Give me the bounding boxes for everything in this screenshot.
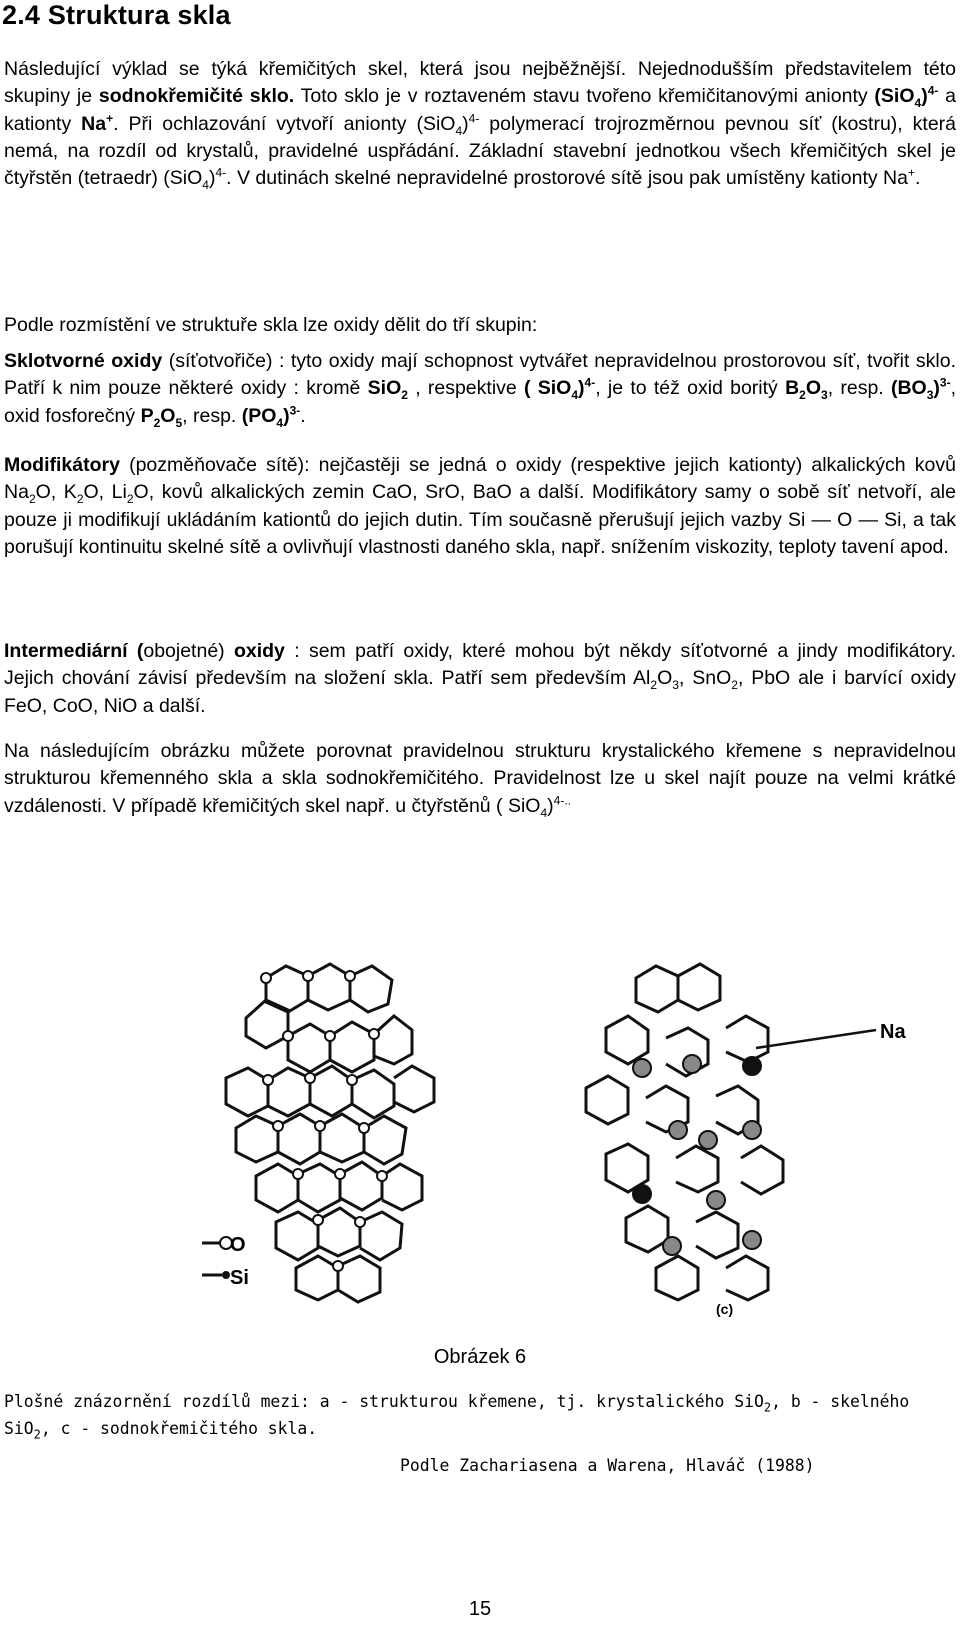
network-sio2-glass: [226, 964, 434, 1302]
figure-glass-structure: [196, 918, 936, 1320]
formula-bo3: $(BO_3)^{3-}$: [890, 375, 951, 403]
formula-na: Na+: [81, 111, 114, 135]
na-label: Na: [880, 1021, 906, 1043]
paragraph-intro: Následující výklad se týká křemičitých skel, která jsou nejběžnější. Nejednodušším představitelem této skupiny je sodnokřemičité sklo. Toto sklo je v roztaveném stavu tvořeno křemičitanovými anionty $(SiO_4)^{4-}$ a kationty Na+. Při ochlazování vytvoří anionty $(SiO_4)^{4-}$ polymerací trojrozměrnou pevnou síť (kostru), která nemá, na rozdíl od krystalů, pravidelné uspřádání. Základní stavební jednotkou všech křemičitých skel je čtyřstěn (tetraedr) $(SiO_4)^{4-}$. V dutinách skelné nepravidelné prostorové sítě jsou pak umístěny kationty Na+.: [4, 58, 957, 193]
section-heading: 2.4 Struktura skla: [2, 0, 231, 30]
network-sio2-glass-atoms: [261, 971, 387, 1271]
legend-si-label: Si: [230, 1267, 249, 1289]
paragraph-network-formers: Sklotvorné oxidy (síťotvořiče) : tyto oxidy mají schopnost vytvářet nepravidelnou prostorovou síť, tvořit sklo. Patří k nim pouze některé oxidy : kromě SiO$_2$ , respektive ( SiO$_4$)$^{4-}$, je to též oxid boritý $B_2O_3$, resp. $(BO_3)^{3-}$, oxid fosforečný $P_2O_5$, resp. $(PO_4)^{3-}$.: [4, 350, 957, 430]
text: Následující výklad se týká křemičitých skel, která jsou nejběžnější. Nejednodušším představitelem této skupiny je: [4, 58, 956, 108]
legend-si-symbol: [222, 1271, 230, 1279]
formula-sio4: ( SiO$_4$)$^{4-}$: [524, 375, 596, 403]
figure-caption: Plošné znázornění rozdílů mezi: a - strukturou křemene, tj. krystalického SiO$_2$, b - skelného SiO$_2$, c - sodnokřemičitého skla.: [4, 1392, 910, 1442]
text: Toto sklo je v roztaveném stavu tvořeno křemičitanovými anionty: [294, 85, 875, 108]
text: polymerací trojrozměrnou pevnou síť (kostru), která nemá, na rozdíl od krystalů, pravidelné uspřádání. Základní stavební jednotkou všech křemičitých skel je čtyřstěn (tetraedr) (SiO: [4, 112, 957, 190]
paragraph-figure-intro: Na následujícím obrázku můžete porovnat pravidelnou strukturu krystalického křemene s nepravidelnou strukturou křemenného skla a skla sodnokřemičitého. Pravidelnost lze u skel najít pouze na velmi krátké vzdálenosti. V případě křemičitých skel např. u čtyřstěnů ( SiO$_4$)$^{4-..}$: [4, 740, 956, 820]
term-intermediates: Intermediární (: [4, 640, 144, 662]
formula-po4: $(PO_4)^{3-}$: [241, 403, 301, 430]
text-bold: sodnokřemičité sklo.: [98, 85, 295, 108]
text: . V dutinách skelné nepravidelné prostorové sítě jsou pak umístěny kationty Na: [226, 167, 908, 190]
paragraph-groups-intro: Podle rozmístění ve struktuře skla lze oxidy dělit do tří skupin:: [4, 314, 538, 336]
text: . Při ochlazování vytvoří anionty (SiO: [113, 112, 456, 135]
paragraph-intermediates: Intermediární (obojetné) oxidy : sem patří oxidy, které mohou být někdy síťotvorné a jindy modifikátory. Jejich chování závisí především na složení skla. Patří sem především $Al_2O_3$, SnO$_2$, PbO ale i barvící oxidy FeO, CoO, NiO a další.: [4, 640, 957, 717]
formula-sio2: SiO$_2$: [367, 377, 408, 403]
formula-p2o5: $P_2O_5$: [140, 404, 183, 430]
text: a kationty: [4, 85, 956, 135]
formula-b2o3: $B_2O_3$: [785, 377, 828, 403]
panel-c-label: (c): [716, 1301, 734, 1317]
paragraph-modifiers: Modifikátory (pozměňovače sítě): nejčastěji se jedná o oxidy (respektive jejich kationty) alkalických kovů $Na_2O$, $K_2O$, $Li_2O$, kovů alkalických zemin CaO, SrO, BaO a další. Modifikátory samy o sobě síť netvoří, ale pouze ji modifikují ukládáním kationtů do jejich dutin. Tím současně přerušují jejich vazby Si — O — Si, a tak porušují kontinuitu skelné sítě a ovlivňují vlastnosti daného skla, např. snížením viskozity, teploty tavení apod.: [4, 454, 956, 558]
page-number: 15: [468, 1598, 492, 1620]
network-soda-lime-glass-na-ions: [633, 1055, 761, 1255]
figure-number: Obrázek 6: [433, 1346, 527, 1368]
figure-source: Podle Zachariasena a Warena, Hlaváč (1988): [400, 1456, 815, 1475]
formula-sio4: $(SiO_4)^{4-}$: [874, 83, 939, 111]
term-network-formers: Sklotvorné oxidy: [4, 350, 163, 372]
term-modifiers: Modifikátory: [4, 454, 120, 476]
legend-o-label: O: [230, 1234, 246, 1256]
